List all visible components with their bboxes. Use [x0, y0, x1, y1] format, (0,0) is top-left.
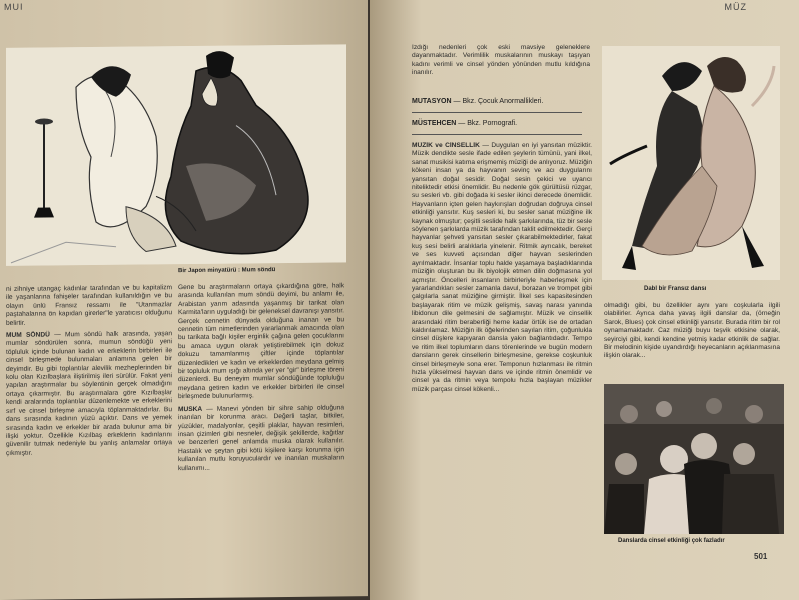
japanese-miniature-illustration: [6, 44, 346, 266]
left-column-1: [6, 284, 172, 600]
mutasyon-ref: — Bkz. Çocuk Anormallikleri.: [453, 98, 544, 105]
mutasyon-entry: [412, 98, 543, 105]
photo1-caption: Dabl bir Fransız dansı: [644, 286, 707, 292]
left-page: [0, 0, 368, 600]
divider-line: [412, 134, 582, 135]
dancers-photo: [604, 384, 784, 534]
ballroom-dance-photo: [604, 384, 784, 534]
figure-caption: Bir Japon minyatürü : Mum söndü: [178, 267, 276, 275]
mum-continued-paragraph: Gene bu araştırmaların ortaya çıkardığına göre, halk arasında kullanılan mum söndü deyimi, bu anlamı ile, Arabistan yarım adasında yaşanmış bir tarikat olan Karmita'ların uyguladığı bir geleneksel davranışı yansıtır. Gerçek cennetin dünyada olduğuna inanan ve bu cennetin tüm nimetlerinden yararlanmak amacında olan bu tarikata bağlı kişiler erginlik çağına gelen çocuklarını bu amaca uygun olarak yetiştirebilmek için dokuz dokuzu tamamlanmış çiftler içinde töplantılar düzenledikleri ve kadın ve erkeklerden meydana gelmiş bir topluluk mum ışığı altında yer yer "gir" birleşme töreni düzenlerdi. Bu deneyim mumlar söndüğünde topluluğu meydana getiren kadın ve erkekler birbirleri ile cinsel birleşmede bulunurlarmış.: [178, 282, 344, 401]
left-column-2: [178, 282, 344, 598]
right-running-header: MÜZ: [724, 2, 747, 12]
mutasyon-term: MUTASYON: [412, 98, 452, 105]
japanese-miniature-figure: [6, 44, 346, 266]
mustehcen-ref: — Bkz. Pornografi.: [458, 120, 518, 127]
mustehcen-entry: [412, 120, 517, 127]
muska-term: MUSKA: [178, 405, 203, 413]
muska-text: — Manevi yönden bir sihre sahip olduğuna inanılan bir korunma aracı. Değerli taşlar, bitkiler, yüzükler, madalyonlar, çeşitli plaklar, hayvan resimleri, insan çizimleri gibi nesneler, değişik şekillerde, kağıtlar ve benzerleri genel anlamda muska olarak kullanılır. Hastalık ve şeytan gibi kötü kişilere karşı korunma için kullanılan mutlu koruyuculardır ve inanılan muskaların kullanımı...: [178, 404, 344, 472]
muzik-term: MÜZİK ve CİNSELLİK: [412, 142, 480, 149]
intro-paragraph: ni zihniye utangaç kadınlar tarafından ve bu kapitalizm ile yaşanlarına fahişeler tarafından kullanıldığın ve bu olayın ünlü Fransız ressamı ile "Utanmazlar paştahalarına ön kapıdan girerler"le yaratıcısı olduğunu belirtir.: [6, 284, 172, 327]
left-running-header: MUI: [4, 1, 24, 12]
divider-line: [412, 112, 582, 113]
mum-term: MUM SÖNDÜ: [6, 331, 50, 339]
right-intro-text: Izdığı nedenleri çok eski mavsiye geleneklere dayanmaktadır. Verimlilik muskalarının muskayı taşıyan kadını verimli ve cinsel yönden yönünden mutlu kıldığına inanılır.: [412, 44, 590, 77]
muzik-text: — Duyguları en iyi yansıtan müziktir. Müzik dendikte sesle ifade edilen şeylerin tümünü, yani ilkel, sanat musikisi katıma erişmemiş müziği de anlıyoruz. Müziğin kökeni insan ya da hayvanın sevinç ve acı duygularını yansıtan doğal sesidir. Doğal sesin çekici ve uyarıcı niteliktedir etkisi önemlidir. Bu nedenle gök gürültüsü rüzgar, su sesleri vb. gibi doğada ki sesler ikinci derecede önemlidir. Hayvanların içten gelen haykırışları doğrudan doğruya cinsel etkinliği yansıtır. Kuş sesleri ki, bu sesler sanat müziğine ilk kaynak olmuştur; çeşitli seslide halk şarkılarında, tüz bir sesle söylenen şarkılarda müzik tarafından taklit edilmektedir. Gerçi hayvanlar şehveti yansıtan sesler çıkarabilmektedirler, fakat kuş sesi belirli aralıklarla yinelenir. Ritmik ayrıcalık, bereket ve ses kuvveti açısından diğer hayvan seslerinden ayrılmaktadır. İnsanlar toplu halde yaşamaya başladıklarında müziğin oluşturan bu ilk biyolojik etmen dilin doğmasına yol açmıştır. Öncelleri insanların birbirleriyle haberleşmek için yararlandıkları sesler zamanla davul, borazan ve trompet gibi çalgılarla sanat müziğine girmiştir. İlkel ses kapasitesinden başlayarak ritim ve müzik gelişmiş, savaş narası yanında libidonun dile gelmesini de sağlamıştır. Müzik ve cinsellik arasındaki ritim beraberliği herne kadar örtük ise de ortadan kaldırılamaz. Müziğin ilk öğelerinden sayılan ritim, çoğunlukla cinsel düşlere kapıyaran dansla yakın bağlantıdadır. Tempo ve ritim ilkel toplumların dans törenlerinde ve bugün modern dansların gerek cinsellerin birleşmesine, gerekse coşkunluk cinsel birleşmeyle sona erer. Temponun hızlanması ile ritmin hızla yükselmesi hayvan dans ve içinde ritmin önemlidir ve cinsel ya da ritmin veya tempolu hızla başlayan müzikler müzik parçası cinsel kökenli...: [412, 142, 592, 393]
page-number: 501: [754, 552, 768, 561]
right-page: [370, 0, 799, 600]
mum-text: — Mum söndü halk arasında, yaşan mumlar söndürülen sonra, mumun söndüğü yeni töpluluk içinde bulunan kadın ve erkeklerin birbirleri ile cinsel birleşmede bulunmaları anlamına gelen bir deyimdir. Bu gibi toplantılar alevilik mezheplerinden bir kolu olan Kızılbaşlara iliştirilmiş ileri sürülür. Fakat yeni yapılan araştırmalar bu söylentinin gerçek olmadığını ortaya çıkarmıştır. Bu araştırmalara göre Kızılbaşlar kendi aralarında toplantılar düzenlemekte ve erkeklerini sırf ve cinsel birleşme amacıyla töplanmaktadırlar. Bu dans sırasında kadının yüzü açıktır. Dans ve yemek sırasında kadın ve erkekler bir arada bulunur ama bir ilişki yoktur. Özellikle Kızılbaş erkeklerin kadınlarını güvenilir tutmak nedeniyle bu yanlış anlamalar ortaya çıkmıştır.: [6, 330, 172, 457]
mum-entry: [6, 330, 172, 458]
mustehcen-term: MÜSTEHCEN: [412, 120, 457, 127]
muzik-entry: [412, 142, 592, 600]
photo2-caption: Danslarda cinsel etkinliği çok fazladır: [618, 538, 725, 544]
right-column-2-text: olmadığı gibi, bu özellikler aynı yanı coşkularla ilgili olabilirler. Ayrıca daha yavaş ilgili danslar da, (örneğin Sarok, Blues) çok cinsel etkinliği yansıtır. Burada ritim bir rol oynamamaktadır. Caz müziği buyu teşvik etkisine olarak, seyirciyi gibi, kendi kendine yetmiş kadar etkinlik de sağlar. Bir melodinin kişide uyandırdığı heyecanların açıklanmasına ilişkin olarak...: [604, 302, 780, 360]
french-dance-figure: [602, 46, 780, 280]
muska-entry: [178, 404, 344, 473]
dancing-couple-illustration: [602, 46, 780, 280]
